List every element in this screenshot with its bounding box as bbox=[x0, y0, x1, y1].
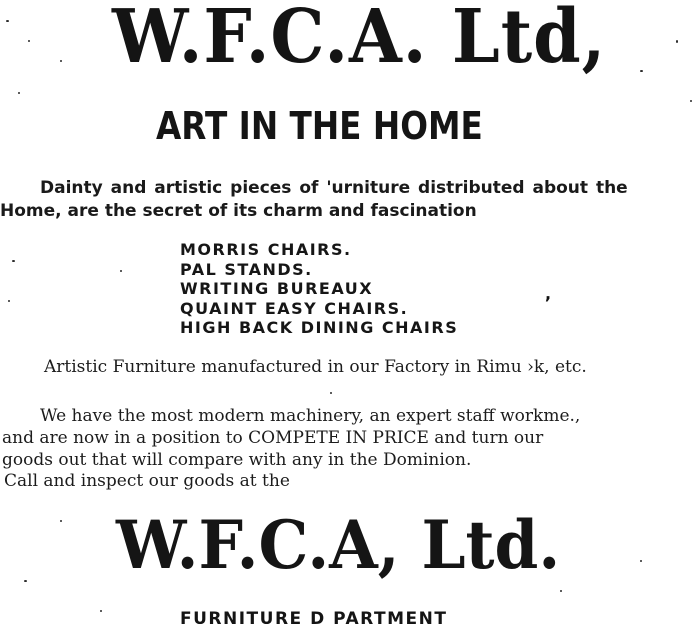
list-item: QUAINT EASY CHAIRS. bbox=[180, 298, 409, 318]
stray-print-mark: , bbox=[545, 284, 552, 303]
furniture-items-list bbox=[180, 240, 458, 338]
machinery-paragraph-line-3: goods out that will compare with any in the Dominion. bbox=[2, 450, 472, 470]
slogan-heading: ART IN THE HOME bbox=[156, 104, 483, 148]
factory-paragraph: Artistic Furniture manufactured in our Factory in Rimu ›k, etc. bbox=[44, 357, 587, 377]
print-noise bbox=[28, 40, 30, 42]
print-noise bbox=[8, 300, 10, 302]
print-noise bbox=[690, 100, 692, 102]
print-noise bbox=[120, 270, 122, 272]
department-footer: FURNITURE D PARTMENT bbox=[180, 609, 448, 629]
print-noise bbox=[640, 70, 643, 72]
print-noise bbox=[6, 20, 9, 22]
print-noise bbox=[12, 260, 15, 262]
company-name-footer-heading: W.F.C.A, Ltd. bbox=[116, 506, 561, 584]
list-item: MORRIS CHAIRS. bbox=[180, 240, 352, 259]
print-noise bbox=[18, 92, 20, 94]
machinery-paragraph-line-2: and are now in a position to COMPETE IN PRICE and turn our bbox=[2, 428, 544, 448]
print-noise bbox=[60, 520, 62, 522]
call-to-action-line: Call and inspect our goods at the bbox=[4, 471, 290, 491]
print-noise bbox=[100, 610, 102, 612]
print-noise bbox=[560, 590, 562, 592]
intro-line-2: Home, are the secret of its charm and fascination bbox=[0, 201, 477, 221]
print-noise bbox=[60, 60, 62, 62]
machinery-paragraph-line-1: We have the most modern machinery, an expert staff workme., bbox=[40, 406, 581, 426]
list-item: WRITING BUREAUX bbox=[180, 279, 374, 298]
print-noise bbox=[676, 40, 678, 43]
print-noise bbox=[640, 560, 642, 562]
print-noise bbox=[330, 392, 332, 394]
company-name-heading: W.F.C.A. Ltd, bbox=[112, 0, 607, 80]
intro-line-1: Dainty and artistic pieces of 'urniture distributed about the bbox=[40, 178, 628, 198]
list-item: PAL STANDS. bbox=[180, 259, 313, 279]
list-item: HIGH BACK DINING CHAIRS bbox=[180, 318, 459, 337]
print-noise bbox=[24, 580, 27, 582]
